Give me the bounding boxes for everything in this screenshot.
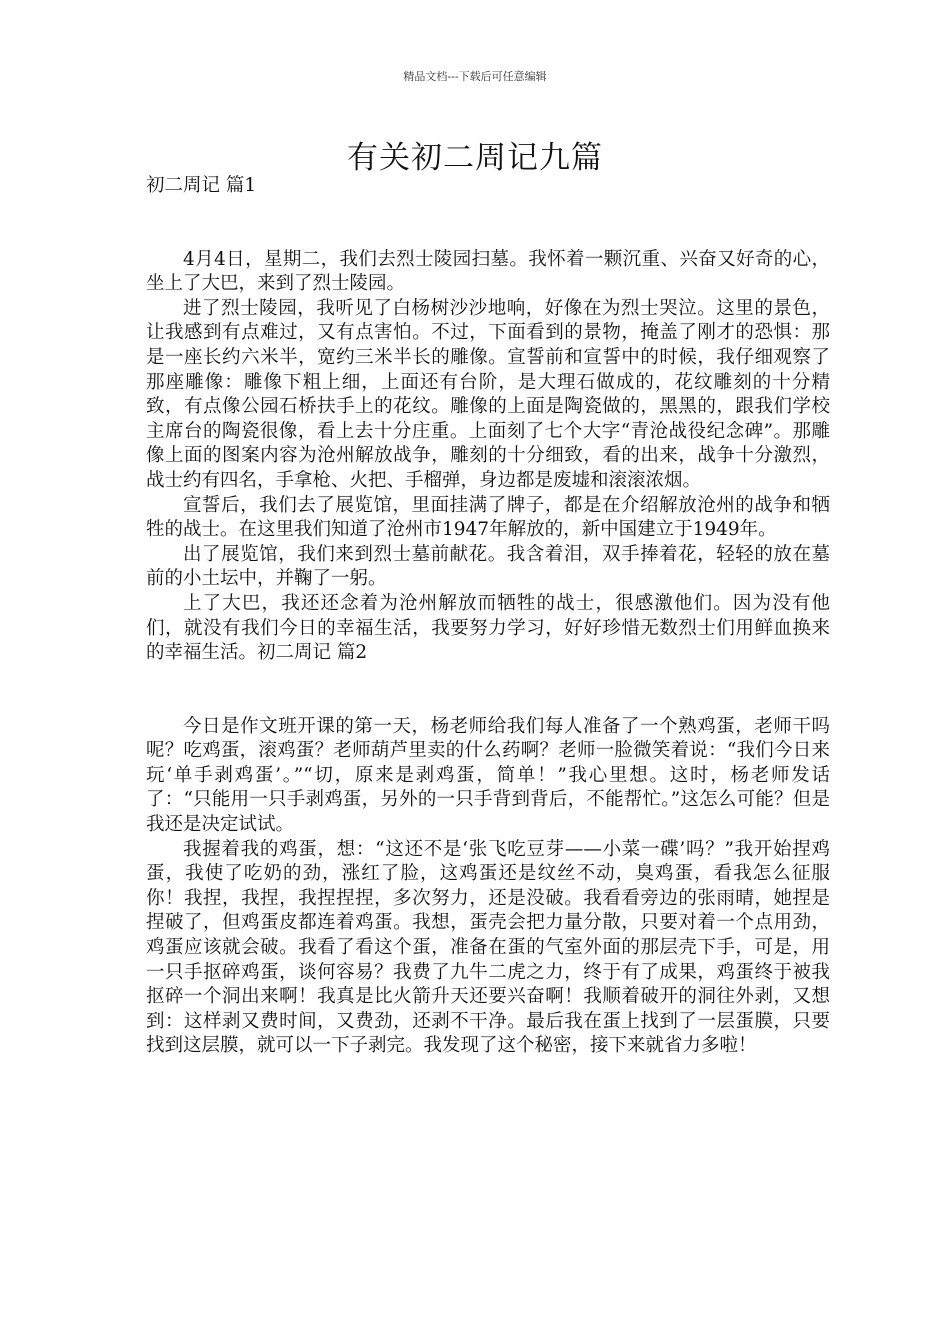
paragraph: 出了展览馆，我们来到烈士墓前献花。我含着泪，双手捧着花，轻轻的放在墓前的小土坛中，并鞠了一躬。 [146, 543, 830, 590]
paragraph: 4月4日，星期二，我们去烈士陵园扫墓。我怀着一颗沉重、兴奋又好奇的心，坐上了大巴，来到了烈士陵园。 [146, 248, 830, 295]
paragraph: 今日是作文班开课的第一天，杨老师给我们每人准备了一个熟鸡蛋，老师干吗呢？吃鸡蛋，滚鸡蛋？老师葫芦里卖的什么药啊？老师一脸微笑着说：“我们今日来玩‘单手剥鸡蛋’。”“切，原来是剥鸡蛋，简单！”我心里想。这时，杨老师发话了：“只能用一只手剥鸡蛋，另外的一只手背到背后，不能帮忙。”这怎么可能？但是我还是决定试试。 [146, 715, 830, 836]
document-title: 有关初二周记九篇 [347, 140, 603, 176]
paragraph: 我握着我的鸡蛋，想：“这还不是‘张飞吃豆芽——小菜一碟’吗？”我开始捏鸡蛋，我使了吃奶的劲，涨红了脸，这鸡蛋还是纹丝不动，臭鸡蛋，看我怎么征服你！我捏，我捏，我捏捏捏，多次努力，还是没破。我看看旁边的张雨晴，她捏是捏破了，但鸡蛋皮都连着鸡蛋。我想，蛋壳会把力量分散，只要对着一个点用劲，鸡蛋应该就会破。我看了看这个蛋，准备在蛋的气室外面的那层壳下手，可是，用一只手抠碎鸡蛋，谈何容易？我费了九牛二虎之力，终于有了成果，鸡蛋终于被我抠碎一个洞出来啊！我真是比火箭升天还要兴奋啊！我顺着破开的洞往外剥，又想到：这样剥又费时间，又费劲，还剥不干净。最后我在蛋上找到了一层蛋膜，只要找到这层膜，就可以一下子剥完。我发现了这个秘密，接下来就省力多啦！ [146, 838, 830, 1057]
section-gap [146, 199, 830, 248]
section-label-2: 初二周记 篇2 [257, 642, 368, 664]
paragraph: 宣誓后，我们去了展览馆，里面挂满了牌子，都是在介绍解放沧州的战争和牺牲的战士。在这里我们知道了沧州市1947年解放的，新中国建立于1949年。 [146, 494, 830, 541]
paragraph [146, 592, 830, 666]
section-label-1: 初二周记 篇1 [146, 175, 257, 196]
paragraph-text: 上了大巴，我还还念着为沧州解放而牺牲的战士，很感激他们。因为没有他们，就没有我们今日的幸福生活，我要努力学习，好好珍惜无数烈士们用鲜血换来的幸福生活。 [146, 592, 830, 664]
section-gap [146, 666, 830, 715]
document-body [146, 174, 830, 1059]
paragraph: 进了烈士陵园，我听见了白杨树沙沙地响，好像在为烈士哭泣。这里的景色，让我感到有点难过，又有点害怕。不过，下面看到的景物，掩盖了刚才的恐惧：那是一座长约六米半，宽约三米半长的雕像。宣誓前和宣誓中的时候，我仔细观察了那座雕像：雕像下粗上细，上面还有台阶，是大理石做成的，花纹雕刻的十分精致，有点像公园石桥扶手上的花纹。雕像的上面是陶瓷做的，黑黑的，跟我们学校主席台的陶瓷很像，看上去十分庄重。上面刻了七个大字“青沧战役纪念碑”。那雕像上面的图案内容为沧州解放战争，雕刻的十分细致，看的出来，战争十分激烈，战士约有四名，手拿枪、火把、手榴弹，身边都是废墟和滚滚浓烟。 [146, 297, 830, 491]
header-note: 精品文档---下载后可任意编辑 [403, 70, 547, 83]
